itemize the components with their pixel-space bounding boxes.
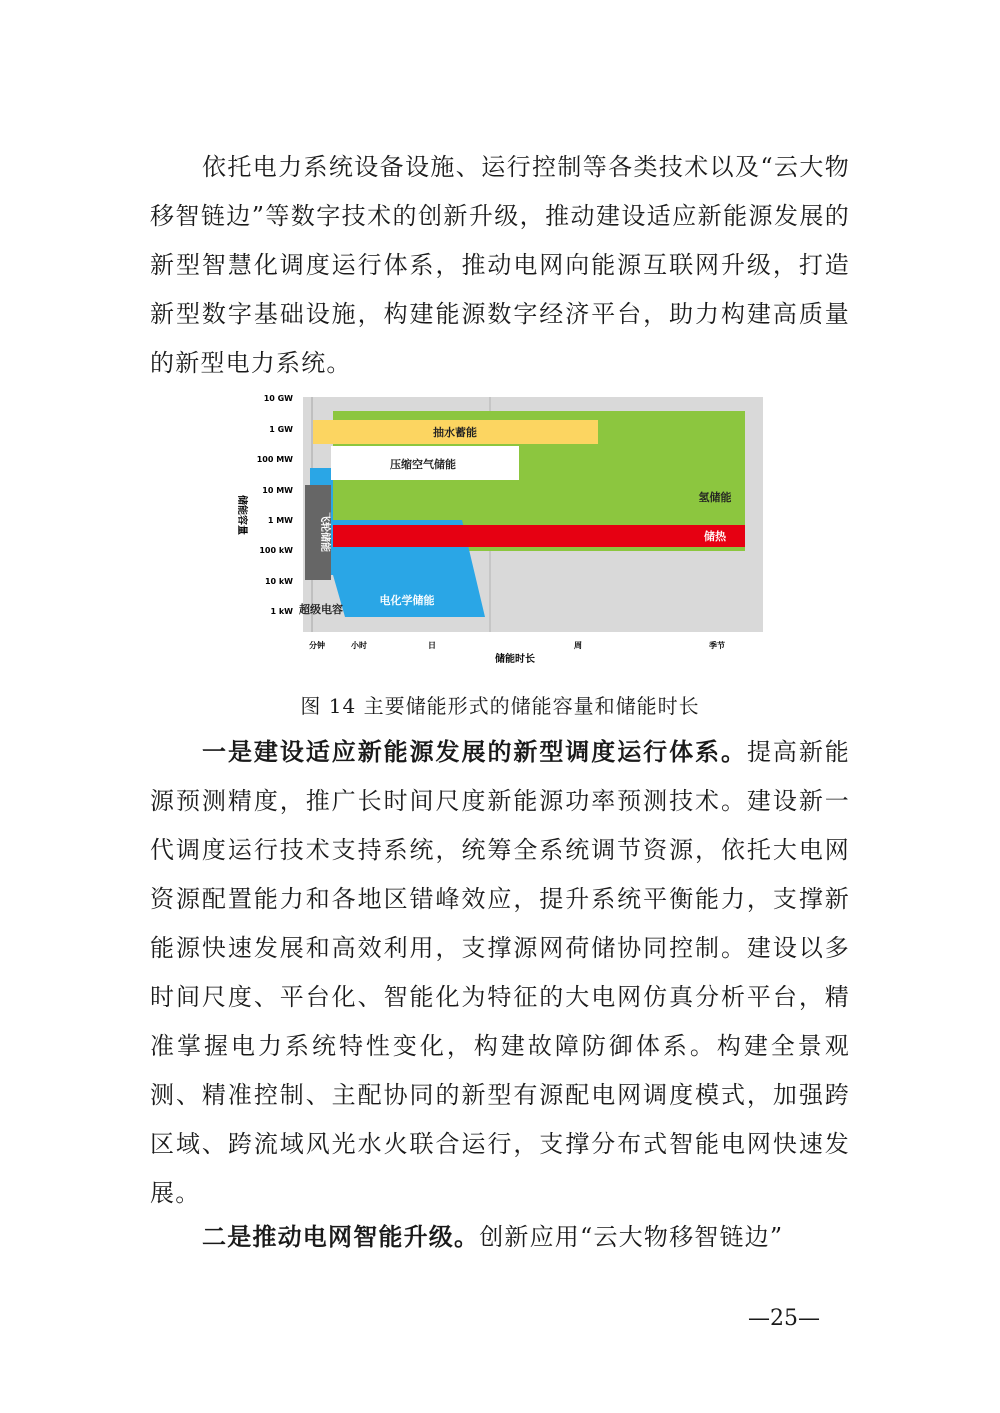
- y-axis: [257, 394, 293, 616]
- label-heat-storage: 储热: [704, 530, 726, 543]
- x-tick-label: 分钟: [309, 641, 325, 650]
- y-tick-label: 10 MW: [262, 486, 293, 495]
- label-supercapacitor: 超级电容: [299, 603, 343, 616]
- y-tick-label: 10 GW: [263, 394, 293, 403]
- label-flywheel: 飞轮储能: [319, 512, 330, 552]
- paragraph-grid-upgrade: [150, 1212, 850, 1262]
- paragraph-intro: 依托电力系统设备设施、运行控制等各类技术以及“云大物移智链边”等数字技术的创新升级，推动建设适应新能源发展的新型智慧化调度运行体系，推动电网向能源互联网升级，打造新型数字基础设施，构建能源数字经济平台，助力构建高质量的新型电力系统。: [150, 153, 850, 377]
- series-heat-storage: [333, 525, 745, 547]
- label-electrochemical: 电化学储能: [379, 594, 435, 607]
- x-tick-label: 季节: [709, 641, 725, 650]
- x-tick-label: 日: [428, 641, 436, 650]
- paragraph-body: 创新应用“云大物移智链边”: [479, 1223, 784, 1251]
- x-tick-label: 小时: [351, 641, 367, 650]
- label-pumped-hydro: 抽水蓄能: [433, 426, 477, 439]
- paragraph-dispatch: [150, 727, 850, 1218]
- y-tick-label: 1 MW: [267, 516, 293, 525]
- label-compressed-air: 压缩空气储能: [390, 458, 456, 471]
- y-tick-label: 10 kW: [264, 577, 293, 586]
- storage-chart: [225, 385, 785, 670]
- y-tick-label: 1 GW: [269, 425, 293, 434]
- paragraph-lead: 一是建设适应新能源发展的新型调度运行体系。: [202, 737, 747, 766]
- y-axis-label: 储能容量: [236, 495, 247, 535]
- x-axis: [308, 640, 725, 650]
- y-tick-label: 100 MW: [256, 455, 293, 464]
- figure-caption: 图 14 主要储能形式的储能容量和储能时长: [300, 694, 700, 718]
- paragraph-lead: 二是推动电网智能升级。: [202, 1222, 480, 1251]
- y-tick-label: 1 kW: [270, 607, 293, 616]
- label-hydrogen: 氢储能: [698, 491, 732, 504]
- x-axis-label: 储能时长: [495, 654, 535, 665]
- x-tick-label: 周: [574, 641, 582, 650]
- paragraph-body: 提高新能源预测精度，推广长时间尺度新能源功率预测技术。建设新一代调度运行技术支持系统，统筹全系统调节资源，依托大电网资源配置能力和各地区错峰效应，提升系统平衡能力，支撑新能源快速发展和高效利用，支撑源网荷储协同控制。建设以多时间尺度、平台化、智能化为特征的大电网仿真分析平台，精准掌握电力系统特性变化，构建故障防御体系。构建全景观测、精准控制、主配协同的新型有源配电网调度模式，加强跨区域、跨流域风光水火联合运行，支撑分布式智能电网快速发展。: [150, 738, 850, 1207]
- page-number: —25—: [748, 1306, 820, 1331]
- y-tick-label: 100 kW: [259, 546, 293, 555]
